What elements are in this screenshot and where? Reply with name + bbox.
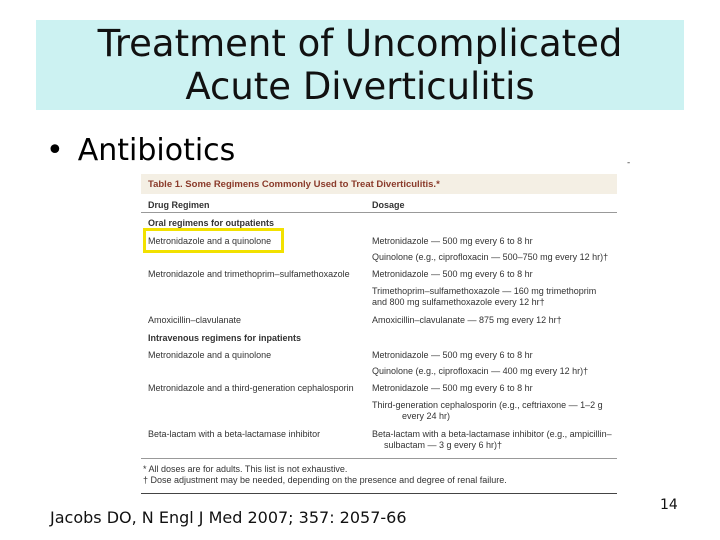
- table-cell-dosage: Beta-lactam with a beta-lactamase inhibitor (e.g., ampicillin–: [372, 429, 612, 439]
- slide-title: [36, 22, 684, 108]
- table-cell-regimen: Metronidazole and a quinolone: [148, 236, 272, 246]
- bullet-item: [46, 133, 235, 169]
- stray-mark: -: [627, 158, 631, 168]
- table-cell-dosage: Metronidazole — 500 mg every 6 to 8 hr: [372, 269, 533, 279]
- citation: Jacobs DO, N Engl J Med 2007; 357: 2057-66: [50, 508, 407, 527]
- table-cell-regimen: Metronidazole and a third-generation cephalosporin: [148, 383, 354, 393]
- table-cell-dosage: and 800 mg sulfamethoxazole every 12 hr†: [372, 297, 545, 307]
- table-cell-dosage: Quinolone (e.g., ciprofloxacin — 400 mg every 12 hr)†: [372, 366, 589, 376]
- citation-rule: [141, 493, 617, 494]
- bullet-text: Antibiotics: [77, 133, 236, 168]
- table-cell-regimen: Metronidazole and a quinolone: [148, 350, 272, 360]
- table-cell-dosage: Trimethoprim–sulfamethoxazole — 160 mg trimethoprim: [372, 286, 597, 296]
- regimen-table: [141, 174, 617, 494]
- page-number: 14: [660, 497, 678, 513]
- table-cell-dosage: Metronidazole — 500 mg every 6 to 8 hr: [372, 383, 533, 393]
- table-cell-dosage: sulbactam — 3 g every 6 hr)†: [384, 440, 503, 450]
- header-rule: [141, 212, 617, 213]
- table-footnote: * All doses are for adults. This list is not exhaustive.: [143, 464, 348, 474]
- highlight-box: [143, 228, 284, 253]
- table-caption: Table 1. Some Regimens Commonly Used to Treat Diverticulitis.*: [148, 179, 440, 190]
- table-cell-dosage: Metronidazole — 500 mg every 6 to 8 hr: [372, 350, 533, 360]
- table-cell-dosage: Amoxicillin–clavulanate — 875 mg every 12 hr†: [372, 315, 562, 325]
- table-cell-dosage: Metronidazole — 500 mg every 6 to 8 hr: [372, 236, 533, 246]
- table-cell-regimen: Metronidazole and trimethoprim–sulfamethoxazole: [148, 269, 350, 279]
- table-cell-dosage: Third-generation cephalosporin (e.g., ceftriaxone — 1–2 g: [372, 400, 603, 410]
- bullet-dot: •: [46, 133, 64, 168]
- table-cell-regimen: Amoxicillin–clavulanate: [148, 315, 242, 325]
- table-cell-regimen: Beta-lactam with a beta-lactamase inhibitor: [148, 429, 321, 439]
- footnote-rule: [141, 458, 617, 459]
- section-iv: Intravenous regimens for inpatients: [148, 333, 302, 343]
- title-line-1: Treatment of Uncomplicated: [97, 22, 623, 65]
- table-cell-dosage: every 24 hr): [402, 411, 451, 421]
- column-header-dosage: Dosage: [372, 200, 405, 210]
- table-cell-dosage: Quinolone (e.g., ciprofloxacin — 500–750 mg every 12 hr)†: [372, 252, 609, 262]
- section-oral: Oral regimens for outpatients: [148, 218, 275, 228]
- table-footnote: † Dose adjustment may be needed, depending on the presence and degree of renal failure.: [143, 475, 507, 485]
- title-line-2: Acute Diverticulitis: [185, 65, 535, 108]
- column-header-regimen: Drug Regimen: [148, 200, 210, 210]
